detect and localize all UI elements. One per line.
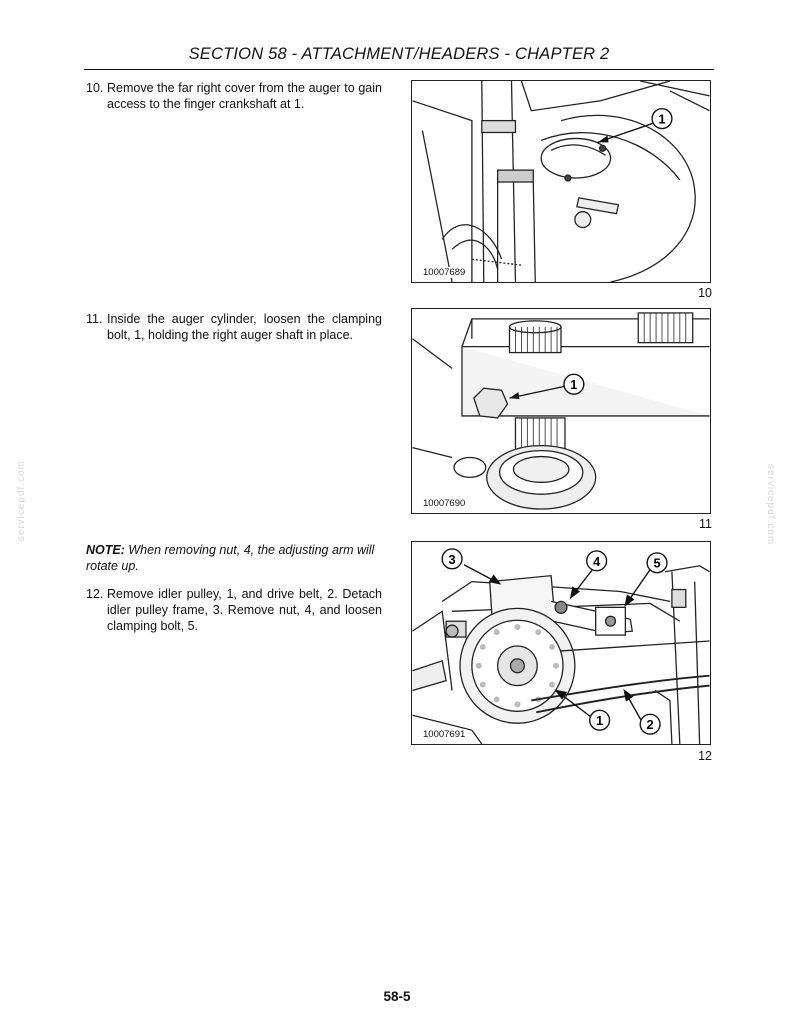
step-text: Inside the auger cylinder, loosen the clamping bolt, 1, holding the right auger shaft in place.	[107, 312, 382, 342]
figure-12-callout-3: 3	[448, 551, 456, 567]
page-number: 58-5	[383, 989, 411, 1004]
figure-10-illustration	[412, 81, 710, 282]
section-title: SECTION 58 - ATTACHMENT/HEADERS - CHAPTER 2	[188, 45, 610, 63]
figure-number: 10	[698, 286, 712, 300]
figure-11-illustration	[412, 309, 710, 513]
figure-12-callout-1: 1	[596, 713, 604, 729]
figure-image-id: 10007689	[423, 267, 466, 278]
note-label: NOTE:	[86, 543, 125, 557]
figure-number: 12	[698, 749, 712, 763]
note-text: When removing nut, 4, the adjusting arm will rotate up.	[86, 543, 375, 573]
step-text: Remove the far right cover from the auger to gain access to the finger crankshaft at 1.	[107, 81, 382, 111]
figure-12-illustration	[412, 542, 710, 744]
figure-image-id: 10007690	[423, 498, 466, 509]
figure-10007689	[411, 80, 711, 283]
page-header	[84, 40, 714, 70]
watermark-right: servicepdf.com	[765, 464, 776, 546]
step-number: 10.	[86, 81, 104, 95]
note	[86, 542, 382, 574]
figure-11-callout-1: 1	[570, 377, 578, 393]
step-number: 11.	[86, 312, 103, 326]
figure-12-callout-4: 4	[593, 553, 601, 569]
step-10	[86, 80, 382, 112]
figure-10007691	[411, 541, 711, 745]
figure-10-callout-1: 1	[658, 111, 666, 127]
step-12	[86, 586, 382, 634]
step-11	[86, 311, 382, 343]
figure-image-id: 10007691	[423, 729, 466, 740]
figure-12-callout-2: 2	[646, 717, 654, 733]
step-number: 12.	[86, 587, 104, 601]
step-text: Remove idler pulley, 1, and drive belt, 2. Detach idler pulley frame, 3. Remove nut, 4, and loosen clamping bolt, 5.	[107, 587, 382, 633]
figure-10007690	[411, 308, 711, 514]
figure-12-callout-5: 5	[653, 555, 661, 571]
figure-number: 11	[699, 517, 712, 531]
watermark-left: servicepdf.com	[16, 460, 27, 542]
